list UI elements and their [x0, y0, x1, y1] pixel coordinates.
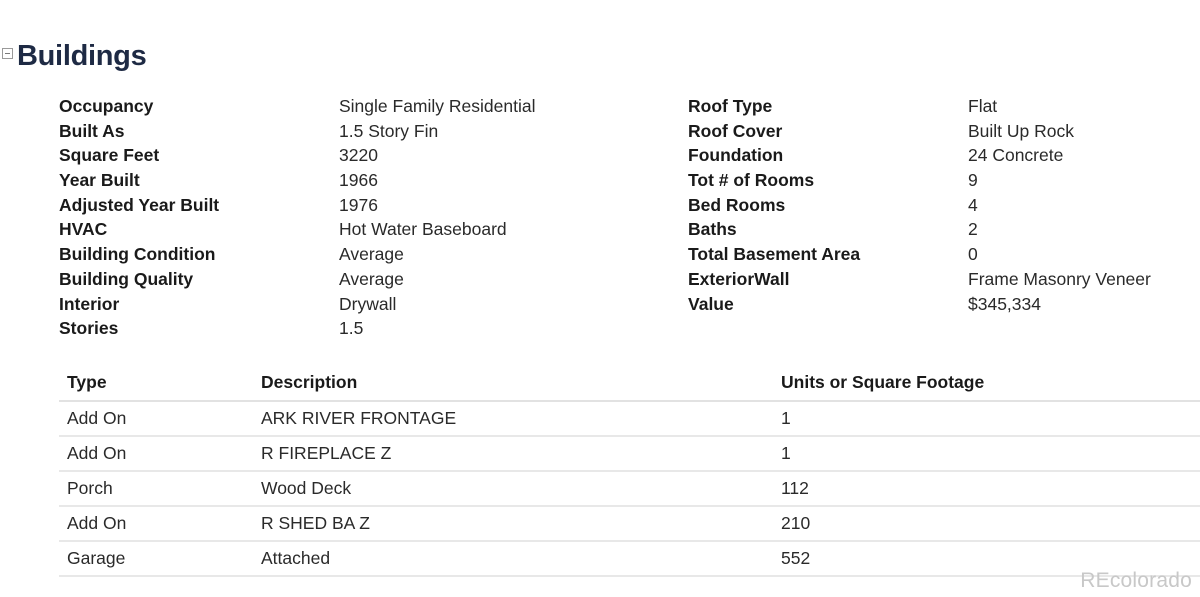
- attribute-label: Roof Cover: [688, 120, 783, 141]
- cell-units: 112: [773, 471, 1200, 506]
- column-header-units: Units or Square Footage: [773, 364, 1200, 401]
- attribute-value: Average: [339, 244, 404, 265]
- attribute-label: Bed Rooms: [688, 194, 786, 215]
- attribute-value: 1976: [339, 194, 378, 215]
- attribute-label: Building Quality: [59, 268, 194, 289]
- attribute-label: Interior: [59, 293, 120, 314]
- cell-type: Add On: [59, 436, 253, 471]
- attribute-value: 1.5 Story Fin: [339, 120, 439, 141]
- section-title: Buildings: [17, 40, 147, 72]
- column-header-type: Type: [59, 364, 253, 401]
- attribute-label: HVAC: [59, 219, 108, 240]
- cell-description: ARK RIVER FRONTAGE: [253, 401, 773, 436]
- cell-description: Attached: [253, 541, 773, 576]
- attribute-value: 9: [968, 170, 978, 191]
- table-row: [59, 506, 1200, 541]
- addons-table: [59, 364, 1200, 577]
- attribute-label: Tot # of Rooms: [688, 170, 815, 191]
- collapse-icon[interactable]: [2, 48, 13, 59]
- cell-type: Add On: [59, 401, 253, 436]
- attribute-label: Roof Type: [688, 96, 773, 116]
- attribute-value: Flat: [968, 96, 998, 116]
- attribute-value: Hot Water Baseboard: [339, 219, 507, 240]
- attribute-label: Built As: [59, 120, 125, 141]
- attribute-label: Occupancy: [59, 96, 154, 116]
- attribute-value: Drywall: [339, 293, 397, 314]
- attribute-label: Foundation: [688, 145, 784, 166]
- attribute-value: 1966: [339, 170, 378, 191]
- table-header-row: [59, 364, 1200, 401]
- attribute-label: Baths: [688, 219, 737, 240]
- cell-description: Wood Deck: [253, 471, 773, 506]
- watermark: REcolorado: [1080, 569, 1192, 592]
- column-header-description: Description: [253, 364, 773, 401]
- attribute-label: Stories: [59, 318, 119, 339]
- attribute-value: 2: [968, 219, 978, 240]
- attribute-value: Frame Masonry Veneer: [968, 268, 1151, 289]
- attribute-label: Total Basement Area: [688, 244, 861, 265]
- section-header: [2, 40, 146, 73]
- attribute-value: Single Family Residential: [339, 96, 536, 116]
- attribute-value: 1.5: [339, 318, 364, 339]
- table-row: [59, 401, 1200, 436]
- attribute-label: Building Condition: [59, 244, 216, 265]
- attribute-label: ExteriorWall: [688, 268, 790, 289]
- cell-type: Add On: [59, 506, 253, 541]
- cell-description: R FIREPLACE Z: [253, 436, 773, 471]
- cell-units: 210: [773, 506, 1200, 541]
- attribute-value: Average: [339, 268, 404, 289]
- attribute-value: Built Up Rock: [968, 120, 1075, 141]
- attribute-label: Value: [688, 293, 734, 314]
- cell-description: R SHED BA Z: [253, 506, 773, 541]
- attribute-label: Adjusted Year Built: [59, 194, 220, 215]
- attribute-label: Year Built: [59, 170, 140, 191]
- cell-units: 1: [773, 401, 1200, 436]
- cell-units: 552: [773, 541, 1200, 576]
- attribute-value: 3220: [339, 145, 378, 166]
- attribute-label: Square Feet: [59, 145, 160, 166]
- table-row: [59, 541, 1200, 576]
- table-row: [59, 436, 1200, 471]
- cell-type: Porch: [59, 471, 253, 506]
- attribute-value: 0: [968, 244, 978, 265]
- cell-units: 1: [773, 436, 1200, 471]
- attribute-value: $345,334: [968, 293, 1041, 314]
- cell-type: Garage: [59, 541, 253, 576]
- table-row: [59, 471, 1200, 506]
- attribute-value: 24 Concrete: [968, 145, 1064, 166]
- attribute-value: 4: [968, 194, 978, 215]
